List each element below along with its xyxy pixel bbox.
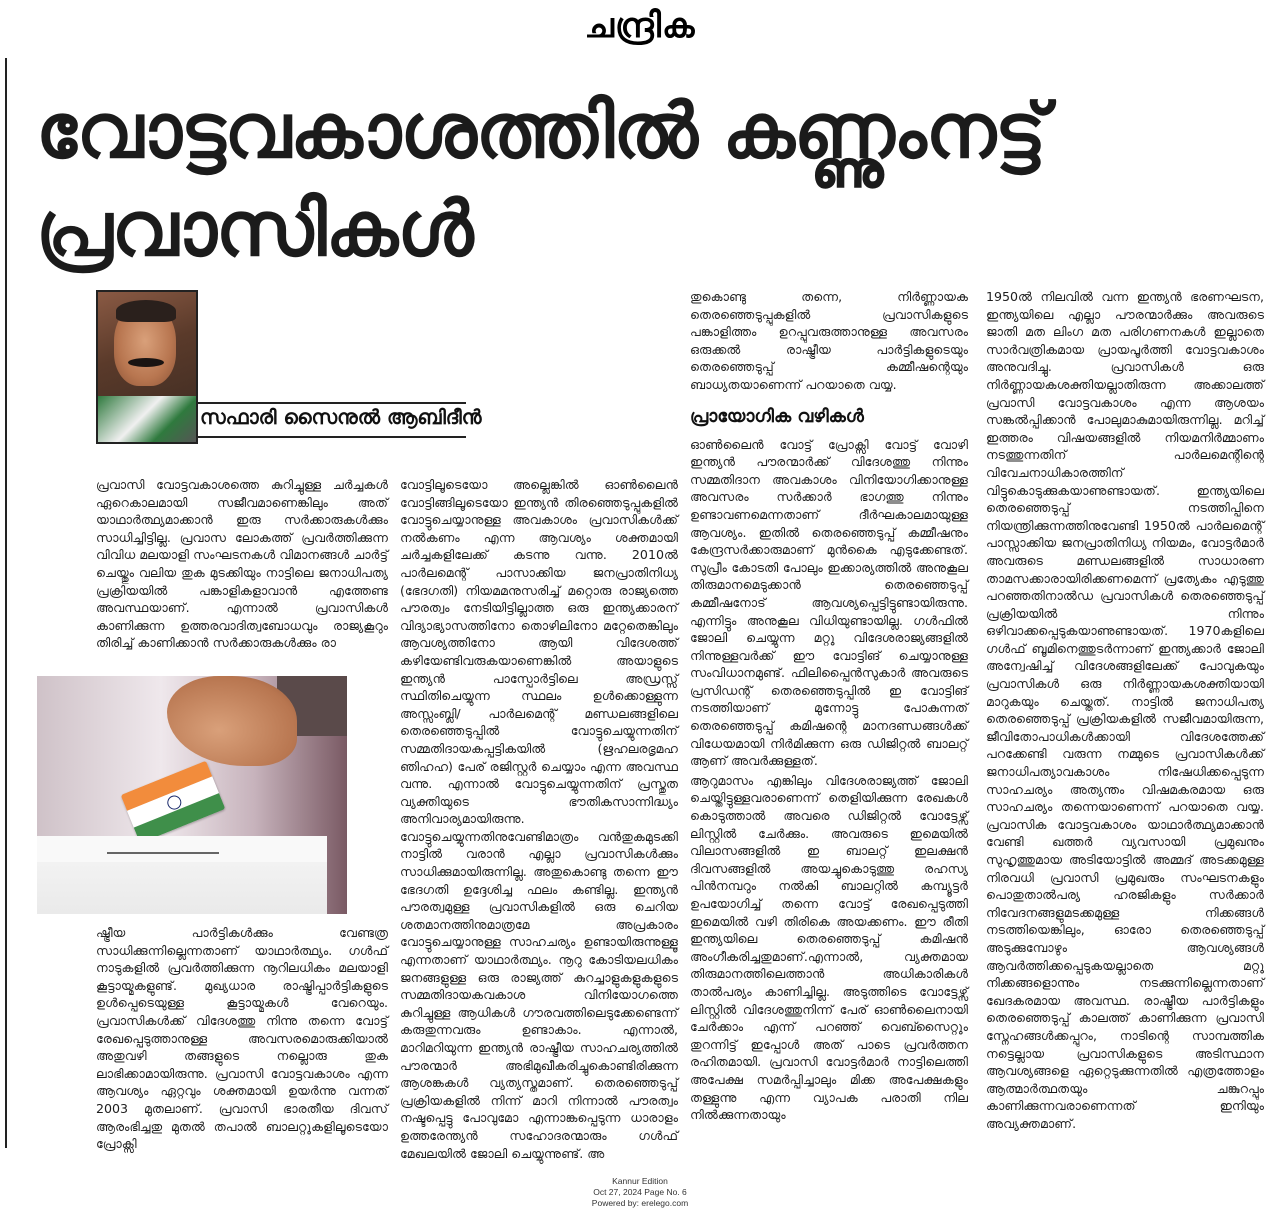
portrait-mustache (128, 358, 164, 367)
powered-by-link[interactable]: Powered by: erelego.com (591, 1198, 689, 1208)
article-headline (36, 82, 1045, 278)
ballot-box-photo (37, 676, 347, 914)
paragraph: 1950ൽ നിലവിൽ വന്ന ഇന്ത്യൻ ഭരണഘടന, ഇന്ത്യയിലെ എല്ലാ പൗരന്മാർക്കും അവരുടെ ജാതി മത ലിംഗ മത പരിഗണനകൾ ഇല്ലാതെ സാർവത്രികമായ പ്രായപൂർത്തി വോട്ടവകാശം അനുവദിച്ചു. പ്രവാസികൾ ഒരു നിർണ്ണായകശക്തിയല്ലാതിരുന്ന അക്കാലത്ത് പ്രവാസി വോട്ടവകാശം എന്ന ആശയം സങ്കൽപ്പിക്കാൻ പോലുമാകുമായിരുന്നില്ല. മറിച്ച് ഇത്തരം വിഷയങ്ങളിൽ നിയമനിർമ്മാണം നടത്തുന്നതിന് പാർലമെന്റിന്റെ വിവേചനാധികാരത്തിന് വിട്ടുകൊടുക്കുകയാണുണ്ടായത്. ഇന്ത്യയിലെ തെരഞ്ഞെടുപ്പ് നടത്തിപ്പിനെ നിയന്ത്രിക്കുന്നത്തിനുവേണ്ടി 1950ൽ പാർലമെന്റ് പാസ്സാക്കിയ ജനപ്രാതിനിധ്യ നിയമം, വോട്ടർമാർ അവരുടെ മണ്ഡലങ്ങളിൽ സാധാരണ താമസക്കാരായിരിക്കണമെന്ന് പ്രത്യേകം എടുത്തു പറഞ്ഞതിനാൽഡ പ്രവാസികൾ തെരഞ്ഞെടുപ്പ് പ്രക്രിയയിൽ നിന്നും ഒഴിവാക്കപ്പെടുകയാണുണ്ടായത്. 1970കളിലെ ഗൾഫ് ബൂമിനെത്തുടർന്നാണ് ഇന്ത്യക്കാർ ജോലി അന്വേഷിച്ച് വിദേശങ്ങളിലേക്ക് പോവുകയും പ്രവാസികൾ ഒരു നിർണ്ണായകശക്തിയായി മാറുകയും ചെയ്തത്. നാട്ടിൽ ജനാധിപത്യ തെരഞ്ഞെടുപ്പ് പ്രക്രിയകളിൽ സജീവമായിരുന്ന, ജീവിതോപാധികൾക്കായി വിദേശത്തേക്ക് പറക്കേണ്ടി വരുന്ന നമ്മുടെ പ്രവാസികൾക്ക് ജനാധിപത്യാവകാശം നിഷേധിക്കപ്പെടുന്ന സാഹചര്യം അത്യന്തം വിഷമകരമായ ഒരു സാഹചര്യം തന്നെയാണെന്ന് പറയാതെ വയ്യ. പ്രവാസിക വോട്ടവകാശം യാഥാർത്ഥ്യമാക്കാൻ വേണ്ടി ഖത്തർ വ്യവസായി പ്രമുഖനും സുഹൃത്തുമായ അടിയോട്ടിൽ അമ്മദ് അടക്കമുള്ള നിരവധി പ്രവാസി പ്രമുഖരും സംഘടനകളും പൊതുതാൽപര്യ ഹരജികളും സർക്കാർ നിവേദനങ്ങളുമടക്കമുള്ള നിക്കങ്ങൾ നടത്തിയെങ്കിലും, ഓരോ തെരഞ്ഞെടുപ്പ് അടുക്കുമ്പോഴും ആവശ്യങ്ങൾ ആവർത്തിക്കപ്പെടുകയല്ലാതെ മറ്റു നിക്കങ്ങളൊന്നും നടക്കുന്നില്ലെന്നതാണ് ഖേദകരമായ അവസ്ഥ. രാഷ്ട്രീയ പാർട്ടികളും തെരഞ്ഞെടുപ്പ് കാലത്ത് കാണിക്കുന്ന പ്രവാസി സ്നേഹങ്ങൾക്കപ്പുറം, നാടിന്റെ സാമ്പത്തിക നട്ടെല്ലായ പ്രവാസികളുടെ അടിസ്ഥാന ആവശ്യങ്ങളെ ഏറ്റെടുക്കുന്നതിൽ എത്രത്തോളം ആത്മാർത്ഥതയും ചങ്കുറപ്പും കാണിക്കുന്നവരാണെന്നത് ഇനിയും അവ്യക്തമാണ്. (986, 289, 1264, 1131)
column-divider-rule (5, 58, 7, 1148)
paragraph: ഷ്ട്രീയ പാർട്ടികൾക്കും വേണ്ടത്ര സാധിക്കുന്നില്ലെന്നതാണ് യാഥാർത്ഥ്യം. ഗൾഫ് നാടുകളിൽ പ്രവർത്തിക്കുന്ന നൂറിലധികം മലയാളി കൂട്ടായ്മകളുണ്ട്. മുഖ്യധാര രാഷ്ട്രിപ്പാർട്ടികളുടെ ഉൾപ്പെടെയുള്ള കൂട്ടായ്മകൾ വേറെയും. പ്രവാസികൾക്ക് വിദേശത്തു നിന്നു തന്നെ വോട്ട് രേഖപ്പെടുത്താനുള്ള അവസരമൊരുക്കിയാൽ അതുവഴി തങ്ങളുടെ നല്ലൊരു തുക ലാഭിക്കാമായിരുന്നു. പ്രവാസി വോട്ടവകാശം എന്ന ആവശ്യം ഏറ്റവും ശക്തമായി ഉയർന്നു വന്നത് 2003 മുതലാണ്. പ്രവാസി ഭാരതീയ ദിവസ് ആരംഭിച്ചതു മുതൽ തപാൽ ബാലറ്റുകളിലൂടെയോ പ്രോക്സി (96, 925, 388, 1152)
paragraph: ഓൺലൈൻ വോട്ട് പ്രോക്സി വോട്ട് വോഴി ഇന്ത്യൻ പൗരന്മാർക്ക് വിദേശത്തു നിന്നും സമ്മതിദാന അവകാശം വിനിയോഗിക്കാനുള്ള അവസരം സർക്കാർ ഭാഗത്തു നിന്നും ഉണ്ടാവണമെന്നതാണ് ദീർഘകാലമായുള്ള ആവശ്യം. ഇതിൽ തെരഞ്ഞെടുപ്പ് കമ്മീഷനും കേന്ദ്രസർക്കാരുമാണ് മുൻകൈ എടുക്കേണ്ടത്. സുപ്രീം കോടതി പോലും ഇക്കാര്യത്തിൽ അനുകൂല തിരുമാനമെടുക്കാൻ തെരഞ്ഞെടുപ്പ് കമ്മീഷനോട് ആവശ്യപ്പെട്ടിട്ടുണ്ടായിരുന്നു. എന്നിട്ടും അനുകൂല വിധിയുണ്ടായില്ല. ഗൾഫിൽ ജോലി ചെയ്യുന്ന മറ്റു വിദേശരാജ്യങ്ങളിൽ നിന്നുള്ളവർക്ക് ഈ വോട്ടിങ് ചെയ്യാനുള്ള സംവിധാനമുണ്ട്. ഫിലിപ്പൈൻസുകാർ അവരുടെ പ്രസിഡന്റ് തെരഞ്ഞെടുപ്പിൽ ഇ വോട്ടിങ് നടത്തിയാണ് മുന്നോട്ടു പോകുന്നത് തെരഞ്ഞെടുപ്പ് കമിഷന്റെ മാനദണ്ഡങ്ങൾക്ക് വിധേയമായി നിർമിക്കുന്ന ഒരു ഡിജിറ്റൽ ബാലറ്റ് ആണ് അവർക്കുള്ളത്. (690, 436, 968, 769)
portrait-hair (116, 300, 176, 322)
byline-rule (196, 436, 466, 438)
article-column-2 (400, 476, 678, 1164)
indian-flag-ballot-icon (121, 761, 226, 844)
edition-label: Kannur Edition (612, 1176, 668, 1186)
article-column-1-bottom (96, 924, 388, 1155)
hand-icon (167, 676, 297, 766)
section-subheading: പ്രായോഗിക വഴികൾ (690, 405, 864, 427)
byline-rule (196, 402, 466, 404)
newspaper-masthead: ചന്ദ്രിക (584, 6, 696, 46)
author-byline: സഫാരി സൈനുൽ ആബിദീൻ (200, 405, 482, 429)
author-portrait (96, 290, 198, 444)
article-column-3 (690, 288, 968, 1126)
paragraph: പ്രവാസി വോട്ടവകാശത്തെ കുറിച്ചുള്ള ചർച്ചകൾ ഏറെകാലമായി സജീവമാണെങ്കിലും അത് യാഥാർത്ഥ്യമാക്കാൻ ഇരു സർക്കാരുകൾക്കും സാധിച്ചിട്ടില്ല. പ്രവാസ ലോകത്ത് പ്രവർത്തിക്കുന്ന വിവിധ മലയാളി സംഘടനകൾ വിമാനങ്ങൾ ചാർട്ട് ചെയ്തും വലിയ തുക മുടക്കിയും നാട്ടിലെ ജനാധിപത്യ പ്രക്രിയയിൽ പങ്കാളികളാവാൻ എത്തേണ്ട അവസ്ഥയാണ്. എന്നാൽ പ്രവാസികൾ കാണിക്കുന്ന ഉത്തരവാദിത്വബോധവും രാജ്യകൂറും തിരിച്ച് കാണിക്കാൻ സർക്കാരുകൾക്കും രാ (96, 477, 388, 651)
headline-line-1: വോട്ടവകാശത്തിൽ കണ്ണുംനട്ട് (36, 86, 1046, 175)
ballot-slot (107, 852, 219, 854)
article-column-4 (986, 288, 1264, 1135)
page-footer (0, 1176, 1280, 1209)
headline-line-2: പ്രവാസികൾ (36, 184, 473, 273)
ballot-box-lid (37, 836, 327, 862)
portrait-shawl (98, 396, 196, 442)
paragraph: ആറുമാസം എങ്കിലും വിദേശരാജ്യത്ത് ജോലി ചെയ്തിട്ടുള്ളവരാണെന്ന് തെളിയിക്കുന്ന രേഖകൾ കൊടുത്താൽ അവരെ ഡിജിറ്റൽ വോട്ടേഴ്സ് ലിസ്റ്റിൽ ചേർക്കും. അവരുടെ ഇമെയിൽ വിലാസങ്ങളിൽ ഇ ബാലറ്റ് ഇലക്ഷൻ ദിവസങ്ങളിൽ അയച്ചുകൊടുത്തു രഹസ്യ പിൻനമ്പറും നൽകി ബാലറ്റിൽ കമ്പ്യൂട്ടർ ഉപയോഗിച്ച് തന്നെ വോട്ട് രേഖപ്പെടുത്തി ഇമെയിൽ വഴി തിരികെ അയക്കണം. ഈ രീതി ഇന്ത്യയിലെ തെരഞ്ഞെടുപ്പ് കമിഷൻ അംഗീകരിച്ചതുമാണ്.എന്നാൽ, വ്യക്തമായ തിരുമാനത്തിലെത്താൻ അധികാരികൾ താൽപര്യം കാണിച്ചില്ല. അടുത്തിടെ വോട്ടേഴ്സ് ലിസ്റ്റിൽ വിദേശത്തുനിന്ന് പേര് ഓൺലൈനായി ചേർക്കാം എന്ന് പറഞ്ഞ് വെബ്സൈറ്റും തുറന്നിട്ട് ഇപ്പോൾ അത് പാടെ പ്രവർത്തന രഹിതമായി. പ്രവാസി വോട്ടർമാർ നാട്ടിലെത്തി അപേക്ഷ സമർപ്പിച്ചാലും മിക്ക അപേക്ഷകളും തള്ളുന്നു എന്ന വ്യാപക പരാതി നില നിൽക്കുന്നതായും (690, 772, 968, 1123)
paragraph: വോട്ടിലൂടെയോ അല്ലെങ്കിൽ ഓൺലൈൻ വോട്ടിങ്ങിലൂടെയോ ഇന്ത്യൻ തിരഞ്ഞെടുപ്പുകളിൽ വോട്ടുചെയ്യാനുള്ള അവകാശം പ്രവാസികൾക്ക് നൽകണം എന്ന ആവശ്യം ശക്തമായി ചർച്ചകളിലേക്ക് കടന്നു വന്നു. 2010ൽ പാർലമെന്റ് പാസാക്കിയ ജനപ്രാതിനിധ്യ (ഭേദഗതി) നിയമമനുസരിച്ച് മറ്റൊരു രാജ്യത്തെ പൗരത്വം നേടിയിട്ടില്ലാത്ത ഒരു ഇന്ത്യക്കാരന് വിദ്യാഭ്യാസത്തിനോ തൊഴിലിനോ മറ്റേതെങ്കിലും ആവശ്യത്തിനോ ആയി വിദേശത്ത് കഴിയേണ്ടിവരുകയാണെങ്കിൽ അയാളുടെ ഇന്ത്യൻ പാസ്പോർട്ടിലെ അഡ്രസ്സ് സ്ഥിതിചെയ്യുന്ന സ്ഥലം ഉൾക്കൊള്ളുന്ന അസ്സംബ്ലി/ പാർലമെന്റ് മണ്ഡലങ്ങളിലെ തെരഞ്ഞെടുപ്പിൽ വോട്ടുചെയ്യുന്നതിന് സമ്മതിദായകപ്പട്ടികയിൽ (ഋഹലരഭൃമഹ ഞിഹഹ) പേര് രജിസ്റ്റർ ചെയ്യാം എന്ന അവസ്ഥ വന്നു. എന്നാൽ വോട്ടുചെയ്യുന്നതിന് പ്രസ്തുത വ്യക്തിയുടെ ഭൗതികസാന്നിദ്ധ്യം അനിവാര്യമായിരുന്നു. വോട്ടുചെയ്യുന്നതിനുവേണ്ടിമാത്രം വൻതുകമുടക്കി നാട്ടിൽ വരാൻ എല്ലാ പ്രവാസികൾക്കും സാധിക്കുമായിരുന്നില്ല. അതുകൊണ്ടു തന്നെ ഈ ഭേദഗതി ഉദ്ദേശിച്ച ഫലം കണ്ടില്ല. ഇന്ത്യൻ പൗരത്വമുള്ള പ്രവാസികളിൽ ഒരു ചെറിയ ശതമാനത്തിനുമാത്രമേ അപ്രകാരം വോട്ടുചെയ്യാനുള്ള സാഹചര്യം ഉണ്ടായിരുന്നുള്ളൂ എന്നതാണ് യാഥാർത്ഥ്യം. നൂറു കോടിയലധികം ജനങ്ങളുള്ള ഒരു രാജ്യത്ത് കുറച്ചാളുകളുകളുടെ സമ്മതിദായകവകാശ വിനിയോഗത്തെ കുറിച്ചുള്ള ആധികൾ ഗൗരവത്തിലെടുക്കേണ്ടെന്ന് കരുതുന്നവരും ഉണ്ടാകാം. എന്നാൽ, മാറിമറിയുന്ന ഇന്ത്യൻ രാഷ്ട്രീയ സാഹചര്യത്തിൽ പൗരന്മാർ അഭിമുഖീകരിച്ചുകൊണ്ടിരിക്കുന്ന ആശങ്കകൾ വ്യത്യസ്തമാണ്. തെരഞ്ഞെടുപ്പ് പ്രക്രിയകളിൽ നിന്ന് മാറി നിന്നാൽ പൗരത്വം നഷ്ടപ്പെട്ടു പോവുമോ എന്നാങ്കപ്പെടുന്ന ധാരാളം ഉത്തരേന്ത്യൻ സഹോദരന്മാരും ഗൾഫ് മേഖലയിൽ ജോലി ചെയ്യുന്നുണ്ട്. അ (400, 477, 678, 1161)
article-column-1-top (96, 476, 388, 654)
paragraph: തുകൊണ്ടു തന്നെ, നിർണ്ണായക തെരഞ്ഞെടുപ്പുകളിൽ പ്രവാസികളുടെ പങ്കാളിത്തം ഉറപ്പുവരുത്താനുള്ള അവസരം ഒരുക്കൽ രാഷ്ട്രീയ പാർട്ടികളുടെയും തെരഞ്ഞെടുപ്പ് കമ്മീഷന്റെയും ബാധ്യതയാണെന്ന് പറയാതെ വയ്യ. (690, 289, 968, 392)
date-page-label: Oct 27, 2024 Page No. 6 (593, 1187, 687, 1197)
